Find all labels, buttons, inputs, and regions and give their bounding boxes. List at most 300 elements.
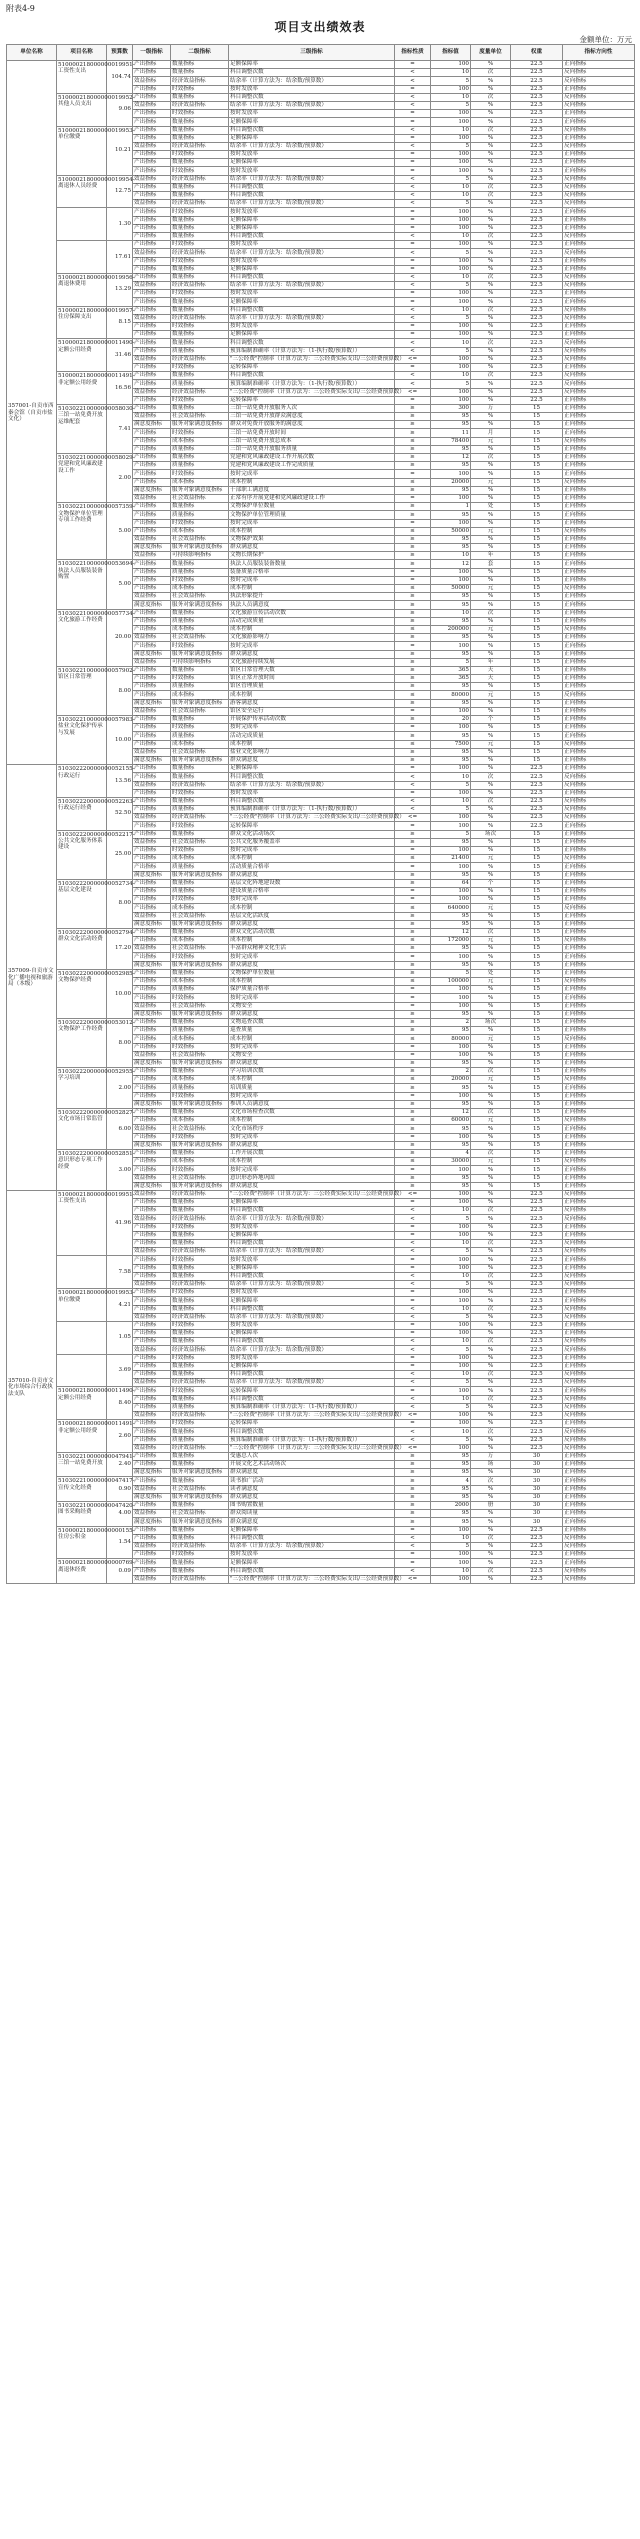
indicator-direction-cell: 正向指标 <box>563 560 635 568</box>
level2-indicator-cell: 数量指标 <box>171 928 229 936</box>
measure-unit-cell: % <box>471 314 511 322</box>
weight-cell: 15 <box>511 437 563 445</box>
header-cell: 一级指标 <box>133 45 171 61</box>
level1-indicator-cell: 效益指标 <box>133 1575 171 1583</box>
indicator-nature-cell: = <box>395 1231 431 1239</box>
level3-indicator-cell: 按时完成率 <box>229 847 395 855</box>
indicator-value-cell: 5 <box>431 781 471 789</box>
level2-indicator-cell: 数量指标 <box>171 716 229 724</box>
weight-cell: 22.5 <box>511 388 563 396</box>
budget-cell: 3.00 <box>107 1149 133 1190</box>
indicator-value-cell: 4 <box>431 1477 471 1485</box>
level3-indicator-cell: 基层文化活跃度 <box>229 912 395 920</box>
level2-indicator-cell: 时效指标 <box>171 85 229 93</box>
level2-indicator-cell: 社会效益指标 <box>171 494 229 502</box>
level1-indicator-cell: 满意度指标 <box>133 486 171 494</box>
indicator-value-cell: 5 <box>431 806 471 814</box>
level3-indicator-cell: 丰富群众精神文化生活 <box>229 945 395 953</box>
indicator-value-cell: 95 <box>431 1100 471 1108</box>
weight-cell: 22.5 <box>511 314 563 322</box>
weight-cell: 15 <box>511 413 563 421</box>
indicator-direction-cell: 正向指标 <box>563 396 635 404</box>
indicator-value-cell: 95 <box>431 961 471 969</box>
level3-indicator-cell: 按时发放率 <box>229 1551 395 1559</box>
level1-indicator-cell: 产出指标 <box>133 519 171 527</box>
indicator-value-cell: 100 <box>431 257 471 265</box>
level2-indicator-cell: 社会效益指标 <box>171 1510 229 1518</box>
level2-indicator-cell: 数量指标 <box>171 265 229 273</box>
level2-indicator-cell: 社会效益指标 <box>171 593 229 601</box>
level2-indicator-cell: 成本指标 <box>171 904 229 912</box>
level3-indicator-cell: 群众满意度 <box>229 871 395 879</box>
level1-indicator-cell: 效益指标 <box>133 282 171 290</box>
indicator-direction-cell: 反向指标 <box>563 1534 635 1542</box>
weight-cell: 15 <box>511 568 563 576</box>
level1-indicator-cell: 产出指标 <box>133 1305 171 1313</box>
indicator-direction-cell: 反向指标 <box>563 355 635 363</box>
level2-indicator-cell: 数量指标 <box>171 339 229 347</box>
measure-unit-cell: % <box>471 380 511 388</box>
indicator-nature-cell: = <box>395 1526 431 1534</box>
level2-indicator-cell: 时效指标 <box>171 208 229 216</box>
indicator-value-cell: 95 <box>431 871 471 879</box>
table-row <box>7 503 635 511</box>
measure-unit-cell: 天 <box>471 675 511 683</box>
level1-indicator-cell: 产出指标 <box>133 1133 171 1141</box>
indicator-direction-cell: 反向指标 <box>563 1076 635 1084</box>
indicator-value-cell: 95 <box>431 634 471 642</box>
level1-indicator-cell: 效益指标 <box>133 1215 171 1223</box>
weight-cell: 15 <box>511 1018 563 1026</box>
level1-indicator-cell: 效益指标 <box>133 1002 171 1010</box>
level1-indicator-cell: 产出指标 <box>133 1109 171 1117</box>
header-cell: 指标性质 <box>395 45 431 61</box>
level2-indicator-cell: 质量指标 <box>171 347 229 355</box>
level3-indicator-cell: 科目调整次数 <box>229 1207 395 1215</box>
level3-indicator-cell: 成本控制 <box>229 1117 395 1125</box>
weight-cell: 22.5 <box>511 1305 563 1313</box>
level3-indicator-cell: 科目调整次数 <box>229 1338 395 1346</box>
level1-indicator-cell: 产出指标 <box>133 642 171 650</box>
indicator-nature-cell: < <box>395 273 431 281</box>
indicator-direction-cell: 反向指标 <box>563 1338 635 1346</box>
level3-indicator-cell: 足额保障率 <box>229 1362 395 1370</box>
weight-cell: 15 <box>511 863 563 871</box>
level3-indicator-cell: 基层文化阵地建设数 <box>229 879 395 887</box>
level1-indicator-cell: 效益指标 <box>133 1280 171 1288</box>
level1-indicator-cell: 产出指标 <box>133 740 171 748</box>
level2-indicator-cell: 质量指标 <box>171 732 229 740</box>
indicator-nature-cell: = <box>395 789 431 797</box>
measure-unit-cell: % <box>471 224 511 232</box>
level2-indicator-cell: 数量指标 <box>171 232 229 240</box>
indicator-nature-cell: = <box>395 994 431 1002</box>
indicator-direction-cell: 反向指标 <box>563 478 635 486</box>
weight-cell: 15 <box>511 503 563 511</box>
indicator-value-cell: 95 <box>431 1059 471 1067</box>
level3-indicator-cell: 足额保障率 <box>229 118 395 126</box>
indicator-direction-cell: 反向指标 <box>563 806 635 814</box>
budget-cell: 8.00 <box>107 666 133 715</box>
indicator-direction-cell: 正向指标 <box>563 494 635 502</box>
measure-unit-cell: % <box>471 1485 511 1493</box>
level3-indicator-cell: 群众满意度 <box>229 1469 395 1477</box>
indicator-direction-cell: 反向指标 <box>563 937 635 945</box>
indicator-direction-cell: 正向指标 <box>563 1092 635 1100</box>
indicator-direction-cell: 反向指标 <box>563 1371 635 1379</box>
indicator-value-cell: 2 <box>431 1068 471 1076</box>
level3-indicator-cell: 成本控制 <box>229 691 395 699</box>
level1-indicator-cell: 产出指标 <box>133 1321 171 1329</box>
indicator-nature-cell: < <box>395 1542 431 1550</box>
level1-indicator-cell: 产出指标 <box>133 1289 171 1297</box>
weight-cell: 22.5 <box>511 1354 563 1362</box>
indicator-value-cell: 95 <box>431 445 471 453</box>
weight-cell: 30 <box>511 1518 563 1526</box>
level1-indicator-cell: 产出指标 <box>133 937 171 945</box>
level1-indicator-cell: 效益指标 <box>133 494 171 502</box>
weight-cell: 15 <box>511 642 563 650</box>
level3-indicator-cell: 按时发放率 <box>229 1321 395 1329</box>
indicator-value-cell: 100 <box>431 1411 471 1419</box>
unit-name-cell: 357009-自贡市文化广播电视和旅游局（本级） <box>7 765 57 1191</box>
level3-indicator-cell: 按时完成率 <box>229 994 395 1002</box>
level3-indicator-cell: 文物保护单位数量 <box>229 969 395 977</box>
measure-unit-cell: % <box>471 896 511 904</box>
measure-unit-cell: % <box>471 1542 511 1550</box>
indicator-direction-cell: 正向指标 <box>563 454 635 462</box>
level1-indicator-cell: 产出指标 <box>133 1567 171 1575</box>
level2-indicator-cell: 成本指标 <box>171 1076 229 1084</box>
level2-indicator-cell: 数量指标 <box>171 609 229 617</box>
measure-unit-cell: % <box>471 388 511 396</box>
indicator-nature-cell: = <box>395 1420 431 1428</box>
level3-indicator-cell: 结余率（计算方法为：结余数/预算数） <box>229 77 395 85</box>
project-name-cell <box>57 1256 107 1289</box>
indicator-direction-cell: 正向指标 <box>563 634 635 642</box>
level1-indicator-cell: 产出指标 <box>133 609 171 617</box>
level1-indicator-cell: 产出指标 <box>133 151 171 159</box>
weight-cell: 15 <box>511 625 563 633</box>
level1-indicator-cell: 产出指标 <box>133 1534 171 1542</box>
level1-indicator-cell: 满意度指标 <box>133 1059 171 1067</box>
level3-indicator-cell: 群众满意度 <box>229 1141 395 1149</box>
level1-indicator-cell: 效益指标 <box>133 200 171 208</box>
level1-indicator-cell: 满意度指标 <box>133 1469 171 1477</box>
measure-unit-cell: % <box>471 1010 511 1018</box>
level2-indicator-cell: 数量指标 <box>171 1240 229 1248</box>
level3-indicator-cell: 意识形态阵地巩固 <box>229 1174 395 1182</box>
level3-indicator-cell: 文物安全 <box>229 1002 395 1010</box>
measure-unit-cell: % <box>471 257 511 265</box>
indicator-value-cell: 100 <box>431 568 471 576</box>
budget-cell: 1.30 <box>107 208 133 241</box>
indicator-direction-cell: 反向指标 <box>563 273 635 281</box>
indicator-nature-cell: ≥ <box>395 1493 431 1501</box>
measure-unit-cell: % <box>471 1166 511 1174</box>
indicator-direction-cell: 反向指标 <box>563 1444 635 1452</box>
indicator-direction-cell: 反向指标 <box>563 1240 635 1248</box>
measure-unit-cell: 次 <box>471 1068 511 1076</box>
level3-indicator-cell: 结余率（计算方法为：结余数/预算数） <box>229 1215 395 1223</box>
indicator-direction-cell: 正向指标 <box>563 871 635 879</box>
level3-indicator-cell: 按时完成率 <box>229 953 395 961</box>
level3-indicator-cell: "三公经费"控制率（计算方法为：三公经费实际支出/三公经费预算数） <box>230 1412 405 1419</box>
indicator-nature-cell: = <box>395 1264 431 1272</box>
weight-cell: 22.5 <box>511 1256 563 1264</box>
level3-indicator-cell: 按时发放率 <box>229 323 395 331</box>
indicator-nature-cell: = <box>395 986 431 994</box>
level1-indicator-cell: 效益指标 <box>133 1248 171 1256</box>
measure-unit-cell: 次 <box>471 1395 511 1403</box>
weight-cell: 22.5 <box>511 1264 563 1272</box>
indicator-nature-cell: < <box>395 1428 431 1436</box>
project-name-cell: 510000218000000019956-离退休费用 <box>57 273 107 306</box>
indicator-nature-cell: < <box>395 797 431 805</box>
weight-cell: 15 <box>511 1149 563 1157</box>
indicator-direction-cell: 正向指标 <box>563 503 635 511</box>
indicator-value-cell: 100 <box>431 118 471 126</box>
level1-indicator-cell: 产出指标 <box>133 994 171 1002</box>
weight-cell: 15 <box>511 1084 563 1092</box>
weight-cell: 15 <box>511 429 563 437</box>
weight-cell: 15 <box>511 691 563 699</box>
indicator-nature-cell: ≥ <box>395 429 431 437</box>
weight-cell: 22.5 <box>511 1567 563 1575</box>
level3-indicator-cell: 文物巡查次数 <box>229 1018 395 1026</box>
measure-unit-cell: % <box>471 331 511 339</box>
level3-indicator-cell: 结余率（计算方法为：结余数/预算数） <box>229 175 395 183</box>
level1-indicator-cell: 效益指标 <box>133 748 171 756</box>
indicator-nature-cell: <= <box>395 1411 431 1419</box>
level1-indicator-cell: 产出指标 <box>133 675 171 683</box>
level1-indicator-cell: 满意度指标 <box>133 871 171 879</box>
table-row <box>7 1289 635 1297</box>
indicator-nature-cell: ≥ <box>395 544 431 552</box>
level2-indicator-cell: 服务对象满意度指标 <box>171 544 229 552</box>
level1-indicator-cell: 产出指标 <box>133 85 171 93</box>
level2-indicator-cell: 数量指标 <box>171 1362 229 1370</box>
indicator-nature-cell: ≥ <box>395 1125 431 1133</box>
indicator-direction-cell: 正向指标 <box>563 1493 635 1501</box>
budget-cell: 8.00 <box>107 1018 133 1067</box>
indicator-nature-cell: = <box>395 241 431 249</box>
indicator-nature-cell: < <box>395 1305 431 1313</box>
level2-indicator-cell: 数量指标 <box>171 1297 229 1305</box>
indicator-value-cell: 95 <box>431 1493 471 1501</box>
level2-indicator-cell: 经济效益指标 <box>171 1346 229 1354</box>
indicator-direction-cell: 正向指标 <box>563 1452 635 1460</box>
level3-indicator-cell: 群众文化活动次数 <box>229 928 395 936</box>
indicator-nature-cell: ≤ <box>395 855 431 863</box>
weight-cell: 22.5 <box>511 1534 563 1542</box>
indicator-nature-cell: < <box>395 1567 431 1575</box>
level2-indicator-cell: 时效指标 <box>171 1551 229 1559</box>
measure-unit-cell: % <box>471 77 511 85</box>
indicator-direction-cell: 反向指标 <box>563 1305 635 1313</box>
indicator-direction-cell: 正向指标 <box>563 1526 635 1534</box>
level3-indicator-cell: 结余率（计算方法为：结余数/预算数） <box>229 142 395 150</box>
indicator-nature-cell: = <box>395 257 431 265</box>
indicator-value-cell: 10 <box>431 1567 471 1575</box>
level2-indicator-cell: 社会效益指标 <box>171 1485 229 1493</box>
measure-unit-cell: % <box>471 265 511 273</box>
table-row <box>7 404 635 412</box>
indicator-direction-cell: 反向指标 <box>563 781 635 789</box>
level1-indicator-cell: 产出指标 <box>133 224 171 232</box>
indicator-value-cell: 95 <box>431 756 471 764</box>
indicator-value-cell: 100 <box>431 1362 471 1370</box>
indicator-value-cell: 10 <box>431 773 471 781</box>
weight-cell: 15 <box>511 486 563 494</box>
level2-indicator-cell: 数量指标 <box>171 134 229 142</box>
indicator-nature-cell: = <box>395 470 431 478</box>
level3-indicator-cell: 足额保障率 <box>229 134 395 142</box>
level3-indicator-cell: 运转保障率 <box>229 363 395 371</box>
weight-cell: 22.5 <box>511 1436 563 1444</box>
measure-unit-cell: 元 <box>471 904 511 912</box>
indicator-value-cell: 100 <box>431 494 471 502</box>
level1-indicator-cell: 产出指标 <box>133 1297 171 1305</box>
indicator-direction-cell: 正向指标 <box>563 216 635 224</box>
level2-indicator-cell: 服务对象满意度指标 <box>171 699 229 707</box>
measure-unit-cell: % <box>471 986 511 994</box>
level2-indicator-cell: 质量指标 <box>171 1084 229 1092</box>
indicator-direction-cell: 正向指标 <box>563 1100 635 1108</box>
weight-cell: 15 <box>511 1051 563 1059</box>
budget-cell: 8.00 <box>107 879 133 928</box>
weight-cell: 22.5 <box>511 339 563 347</box>
level2-indicator-cell: 时效指标 <box>171 789 229 797</box>
level1-indicator-cell: 产出指标 <box>133 773 171 781</box>
level3-indicator-cell: 预算编制准确率（计算方法为：（1-执行数/预算数）） <box>229 347 395 355</box>
indicator-direction-cell: 正向指标 <box>563 1231 635 1239</box>
level2-indicator-cell: 数量指标 <box>171 1272 229 1280</box>
budget-cell: 5.00 <box>107 503 133 560</box>
level3-indicator-cell: 装备质量合格率 <box>229 568 395 576</box>
table-row <box>7 928 635 936</box>
level2-indicator-cell: 时效指标 <box>171 1223 229 1231</box>
level3-indicator-cell: 按时发放率 <box>229 110 395 118</box>
level1-indicator-cell: 产出指标 <box>133 429 171 437</box>
level2-indicator-cell: 数量指标 <box>171 1068 229 1076</box>
level1-indicator-cell: 产出指标 <box>133 503 171 511</box>
indicator-value-cell: 5 <box>431 969 471 977</box>
level2-indicator-cell: 成本指标 <box>171 978 229 986</box>
indicator-direction-cell: 反向指标 <box>563 142 635 150</box>
measure-unit-cell: % <box>471 642 511 650</box>
indicator-direction-cell: 正向指标 <box>563 486 635 494</box>
level3-indicator-cell: 预算编制准确率（计算方法为：（1-执行数/预算数）） <box>229 1403 395 1411</box>
table-row <box>7 339 635 347</box>
indicator-direction-cell: 正向指标 <box>563 658 635 666</box>
indicator-nature-cell: = <box>395 298 431 306</box>
weight-cell: 15 <box>511 1166 563 1174</box>
indicator-value-cell: 95 <box>431 1084 471 1092</box>
indicator-nature-cell: = <box>395 887 431 895</box>
indicator-value-cell: 95 <box>431 1518 471 1526</box>
project-name-cell: 510302220000000052794-群众文化活动经费 <box>57 928 107 969</box>
indicator-nature-cell: ≤ <box>395 527 431 535</box>
indicator-value-cell: 10 <box>431 1371 471 1379</box>
indicator-direction-cell: 正向指标 <box>563 601 635 609</box>
level3-indicator-cell: 培训质量 <box>229 1084 395 1092</box>
indicator-nature-cell: < <box>395 101 431 109</box>
weight-cell: 15 <box>511 838 563 846</box>
weight-cell: 22.5 <box>511 101 563 109</box>
level1-indicator-cell: 效益指标 <box>133 535 171 543</box>
level3-indicator-cell: 执法形象提升 <box>229 593 395 601</box>
level2-indicator-cell: 时效指标 <box>171 642 229 650</box>
indicator-direction-cell: 正向指标 <box>563 1018 635 1026</box>
indicator-nature-cell: < <box>395 232 431 240</box>
level3-indicator-cell: 活动完成质量 <box>229 732 395 740</box>
indicator-direction-cell: 正向指标 <box>563 1321 635 1329</box>
level1-indicator-cell: 效益指标 <box>133 1190 171 1198</box>
indicator-direction-cell: 正向指标 <box>563 1477 635 1485</box>
level1-indicator-cell: 效益指标 <box>133 634 171 642</box>
indicator-value-cell: 95 <box>431 1485 471 1493</box>
indicator-value-cell: 100 <box>431 1051 471 1059</box>
indicator-nature-cell: ≥ <box>395 945 431 953</box>
budget-cell: 2.00 <box>107 454 133 503</box>
level3-indicator-cell: 结余率（计算方法为：结余数/预算数） <box>229 1542 395 1550</box>
measure-unit-cell: % <box>471 1321 511 1329</box>
level3-indicator-cell: 足额保障率 <box>229 1199 395 1207</box>
indicator-direction-cell: 正向指标 <box>563 863 635 871</box>
budget-cell: 1.54 <box>107 1526 133 1559</box>
level2-indicator-cell: 成本指标 <box>171 691 229 699</box>
level3-indicator-cell: 三馆一站免费开放服务人次 <box>229 404 395 412</box>
weight-cell: 22.5 <box>511 1199 563 1207</box>
indicator-direction-cell: 反向指标 <box>563 1248 635 1256</box>
level3-indicator-cell: 巡查质量 <box>229 1027 395 1035</box>
measure-unit-cell: % <box>471 822 511 830</box>
indicator-direction-cell: 正向指标 <box>563 969 635 977</box>
indicator-value-cell: 100 <box>431 1223 471 1231</box>
project-name-cell: 510302220000000053012-文物保护工作经费 <box>57 1018 107 1067</box>
weight-cell: 15 <box>511 1043 563 1051</box>
level2-indicator-cell: 时效指标 <box>171 429 229 437</box>
measure-unit-cell: % <box>471 1346 511 1354</box>
weight-cell: 15 <box>511 585 563 593</box>
measure-unit-cell: % <box>471 1436 511 1444</box>
measure-unit-cell: % <box>471 142 511 150</box>
indicator-direction-cell: 正向指标 <box>563 1354 635 1362</box>
performance-table <box>6 44 635 1584</box>
indicator-direction-cell: 正向指标 <box>563 1125 635 1133</box>
indicator-value-cell: 5 <box>431 282 471 290</box>
weight-cell: 15 <box>511 928 563 936</box>
level2-indicator-cell: 经济效益指标 <box>171 1248 229 1256</box>
measure-unit-cell: 次 <box>471 609 511 617</box>
measure-unit-cell: % <box>471 961 511 969</box>
indicator-direction-cell: 反向指标 <box>563 904 635 912</box>
level1-indicator-cell: 产出指标 <box>133 1223 171 1231</box>
measure-unit-cell: % <box>471 1043 511 1051</box>
level1-indicator-cell: 产出指标 <box>133 1436 171 1444</box>
level2-indicator-cell: 时效指标 <box>171 396 229 404</box>
level1-indicator-cell: 效益指标 <box>133 142 171 150</box>
indicator-direction-cell: 正向指标 <box>563 1182 635 1190</box>
level2-indicator-cell: 社会效益指标 <box>171 945 229 953</box>
level2-indicator-cell: 经济效益指标 <box>171 200 229 208</box>
level2-indicator-cell: 可持续影响指标 <box>171 658 229 666</box>
indicator-nature-cell: ≤ <box>395 740 431 748</box>
level3-indicator-cell: 结余率（计算方法为：结余数/预算数） <box>229 1379 395 1387</box>
level1-indicator-cell: 产出指标 <box>133 1117 171 1125</box>
measure-unit-cell: % <box>471 519 511 527</box>
